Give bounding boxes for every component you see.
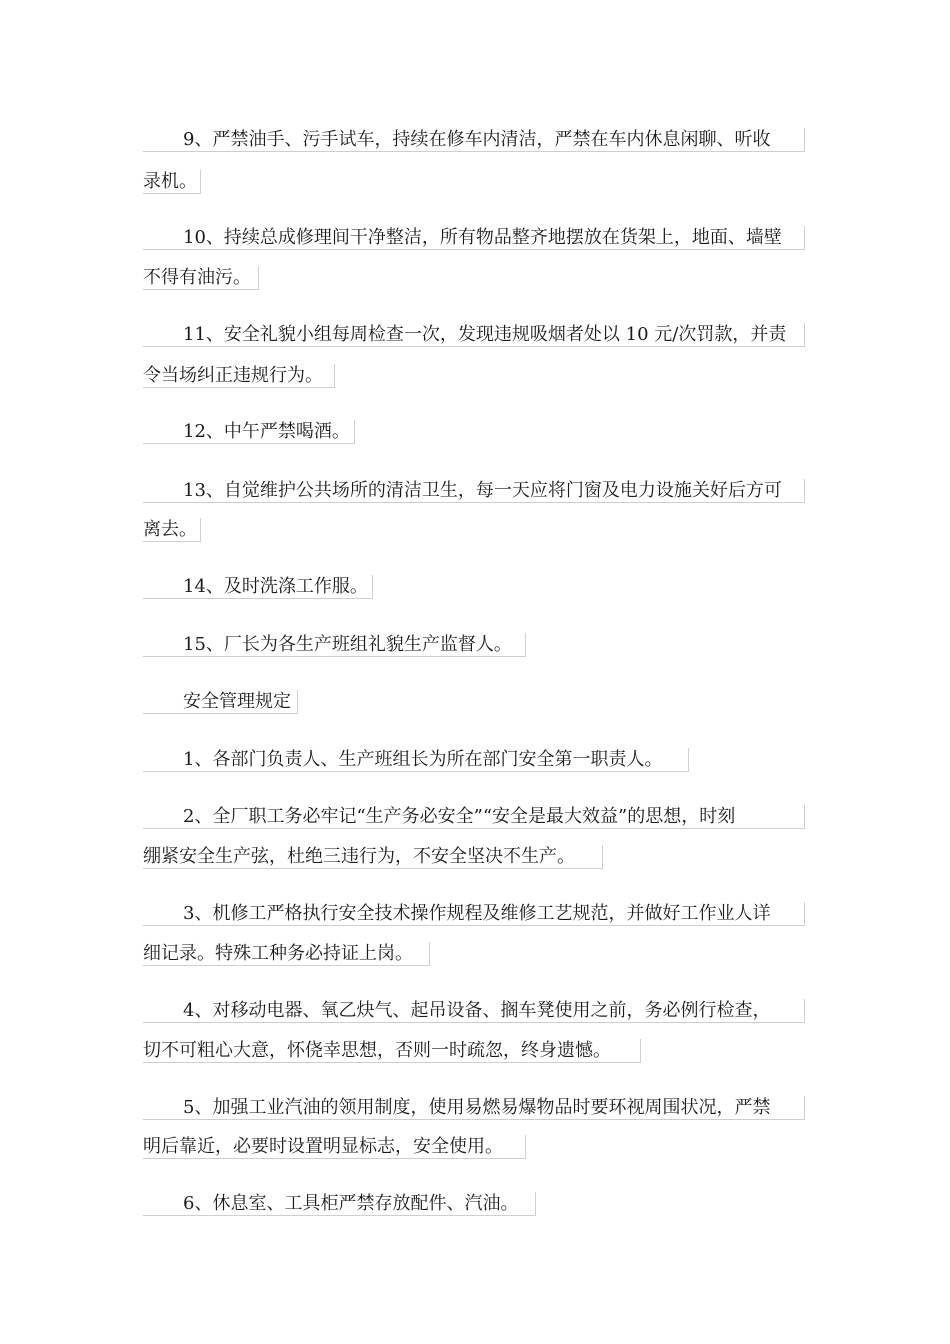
rule-15-line-1: 15、厂长为各生产班组礼貌生产监督人。 <box>143 633 526 657</box>
rule-10-line-2: 不得有油污。 <box>143 266 259 290</box>
rule-13-line-2: 离去。 <box>143 518 201 542</box>
rule-12-line-1: 12、中午严禁喝酒。 <box>143 420 355 444</box>
rule-11-line-2: 令当场纠正违规行为。 <box>143 364 335 388</box>
safety-rule-3-line-2: 细记录。特殊工种务必持证上岗。 <box>143 942 430 966</box>
safety-rule-2-line-2: 绷紧安全生产弦，杜绝三违行为，不安全坚决不生产。 <box>143 845 603 869</box>
safety-rule-1-line-1: 1、各部门负责人、生产班组长为所在部门安全第一职责人。 <box>143 748 689 772</box>
safety-rule-3-line-1: 3、机修工严格执行安全技术操作规程及维修工艺规范，并做好工作业人详 <box>143 902 805 926</box>
rule-9-line-1: 9、严禁油手、污手试车，持续在修车内清洁，严禁在车内休息闲聊、听收 <box>143 128 805 152</box>
rule-11-line-1: 11、安全礼貌小组每周检查一次，发现违规吸烟者处以 10 元/次罚款，并责 <box>143 323 805 347</box>
rule-14-line-1: 14、及时洗涤工作服。 <box>143 575 373 599</box>
safety-rule-5-line-2: 明后靠近，必要时设置明显标志，安全使用。 <box>143 1135 526 1159</box>
safety-rule-6-line-1: 6、休息室、工具柜严禁存放配件、汽油。 <box>143 1192 536 1216</box>
section-heading: 安全管理规定 <box>143 690 298 714</box>
rule-13-line-1: 13、自觉维护公共场所的清洁卫生，每一天应将门窗及电力设施关好后方可 <box>143 479 805 503</box>
rule-9-line-2: 录机。 <box>143 170 201 194</box>
safety-rule-2-line-1: 2、全厂职工务必牢记“生产务必安全”“安全是最大效益”的思想，时刻 <box>143 805 805 829</box>
safety-rule-4-line-1: 4、对移动电器、氧乙炔气、起吊设备、搁车凳使用之前，务必例行检查， <box>143 999 805 1023</box>
rule-10-line-1: 10、持续总成修理间干净整洁，所有物品整齐地摆放在货架上，地面、墙壁 <box>143 226 805 250</box>
safety-rule-5-line-1: 5、加强工业汽油的领用制度，使用易燃易爆物品时要环视周围状况，严禁 <box>143 1096 805 1120</box>
safety-rule-4-line-2: 切不可粗心大意，怀侥幸思想，否则一时疏忽，终身遗憾。 <box>143 1039 641 1063</box>
